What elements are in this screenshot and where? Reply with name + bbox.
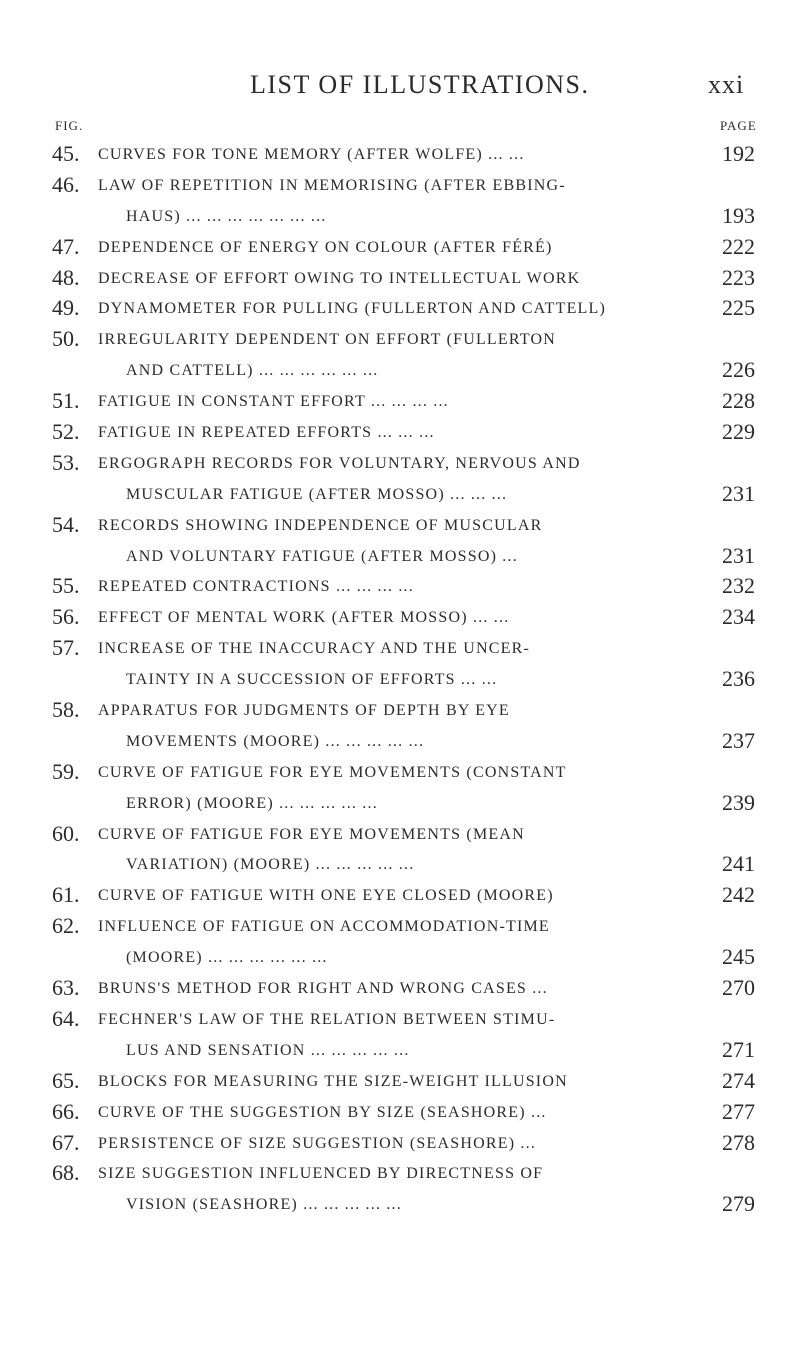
illustration-entry-line: [0, 756, 800, 787]
illustration-entry-line: [0, 1157, 800, 1188]
illustration-entry-line: [0, 818, 800, 849]
figure-page: 228: [722, 388, 755, 414]
figure-number: 46.: [52, 171, 80, 197]
figure-page: 237: [722, 727, 755, 753]
figure-title: INCREASE OF THE INACCURACY AND THE UNCER-: [98, 640, 531, 658]
fig-column-label: FIG.: [55, 118, 84, 133]
figure-number: 45.: [52, 141, 80, 166]
figure-title: HAUS) ... ... ... ... ... ... ...: [126, 207, 327, 225]
figure-title: MUSCULAR FATIGUE (AFTER MOSSO) ... ... ...: [126, 485, 508, 503]
illustration-entry-line: [0, 231, 800, 262]
figure-page: 222: [722, 233, 755, 259]
figure-title: CURVE OF THE SUGGESTION BY SIZE (SEASHORE) ...: [98, 1103, 547, 1121]
illustration-entry-line: [0, 601, 800, 632]
illustration-entry-line: [0, 509, 800, 540]
figure-page: 193: [722, 202, 755, 228]
figure-number: 54.: [52, 511, 80, 537]
figure-title: ERGOGRAPH RECORDS FOR VOLUNTARY, NERVOUS AND: [98, 454, 581, 472]
illustration-entry-line: [0, 200, 800, 231]
page-number: xxi: [708, 70, 745, 99]
figure-title: BLOCKS FOR MEASURING THE SIZE-WEIGHT ILLUSION: [98, 1072, 568, 1090]
figure-number: 53.: [52, 449, 80, 475]
figure-number: 62.: [52, 913, 80, 939]
figure-number: 50.: [52, 326, 80, 352]
figure-page: 226: [722, 357, 755, 383]
illustration-entry-line: [0, 848, 800, 879]
figure-page: 271: [722, 1036, 755, 1062]
figure-title: VARIATION) (MOORE) ... ... ... ... ...: [126, 856, 415, 874]
figure-title: DYNAMOMETER FOR PULLING (FULLERTON AND CATTELL): [98, 300, 607, 318]
figure-number: 48.: [52, 264, 80, 290]
figure-number: 61.: [52, 882, 80, 908]
figure-title: CURVES FOR TONE MEMORY (AFTER WOLFE) ... ...: [98, 146, 525, 163]
illustration-list: [0, 138, 800, 1219]
figure-title: LUS AND SENSATION ... ... ... ... ...: [126, 1041, 410, 1059]
figure-number: 59.: [52, 758, 80, 784]
figure-title: REPEATED CONTRACTIONS ... ... ... ...: [98, 578, 414, 596]
illustration-entry-line: [0, 447, 800, 478]
figure-title: LAW OF REPETITION IN MEMORISING (AFTER EBBING-: [98, 176, 566, 194]
figure-title: (MOORE) ... ... ... ... ... ...: [126, 949, 328, 967]
figure-page: 232: [722, 573, 755, 599]
illustration-entry-line: [0, 879, 800, 910]
illustration-entry-line: [0, 138, 800, 169]
figure-title: FATIGUE IN CONSTANT EFFORT ... ... ... ...: [98, 393, 449, 411]
illustration-entry-line: [0, 1188, 800, 1219]
figure-page: 225: [722, 295, 755, 321]
figure-title: CURVE OF FATIGUE WITH ONE EYE CLOSED (MOORE): [98, 887, 554, 905]
illustration-entry-line: [0, 1003, 800, 1034]
figure-page: 223: [722, 264, 755, 290]
illustration-entry-line: [0, 694, 800, 725]
figure-page: 236: [722, 666, 755, 692]
illustration-entry-line: [0, 1065, 800, 1096]
illustration-entry-line: [0, 1096, 800, 1127]
figure-title: IRREGULARITY DEPENDENT ON EFFORT (FULLERTON: [98, 331, 556, 349]
figure-page: 231: [722, 480, 755, 506]
illustration-entry-line: [0, 941, 800, 972]
illustration-entry-line: [0, 910, 800, 941]
illustration-entry-line: [0, 354, 800, 385]
figure-title: AND CATTELL) ... ... ... ... ... ...: [126, 362, 379, 380]
figure-title: RECORDS SHOWING INDEPENDENCE OF MUSCULAR: [98, 516, 543, 534]
figure-page: 239: [722, 789, 755, 815]
figure-title: FECHNER'S LAW OF THE RELATION BETWEEN STIMU-: [98, 1010, 556, 1028]
illustration-entry-line: [0, 478, 800, 509]
figure-number: 56.: [52, 604, 80, 630]
figure-number: 51.: [52, 388, 80, 414]
figure-title: DECREASE OF EFFORT OWING TO INTELLECTUAL WORK: [98, 269, 581, 287]
figure-number: 66.: [52, 1098, 80, 1124]
page-column-label: PAGE: [720, 118, 757, 133]
illustration-entry-line: [0, 385, 800, 416]
figure-number: 64.: [52, 1005, 80, 1031]
figure-title: SIZE SUGGESTION INFLUENCED BY DIRECTNESS OF: [98, 1165, 544, 1183]
figure-title: TAINTY IN A SUCCESSION OF EFFORTS ... ...: [126, 671, 498, 689]
figure-page: 192: [722, 141, 755, 166]
figure-number: 49.: [52, 295, 80, 321]
figure-page: 241: [722, 851, 755, 877]
figure-page: 279: [722, 1191, 755, 1217]
illustration-entry-line: [0, 323, 800, 354]
figure-title: MOVEMENTS (MOORE) ... ... ... ... ...: [126, 732, 425, 750]
illustration-entry-line: [0, 416, 800, 447]
figure-title: INFLUENCE OF FATIGUE ON ACCOMMODATION-TIME: [98, 918, 550, 936]
figure-title: ERROR) (MOORE) ... ... ... ... ...: [126, 794, 378, 812]
figure-number: 58.: [52, 697, 80, 723]
figure-page: 231: [722, 542, 755, 568]
figure-number: 52.: [52, 419, 80, 445]
illustration-entry-line: [0, 787, 800, 818]
figure-page: 234: [722, 604, 755, 630]
illustration-entry-line: [0, 1127, 800, 1158]
figure-number: 67.: [52, 1129, 80, 1155]
figure-title: BRUNS'S METHOD FOR RIGHT AND WRONG CASES ...: [98, 980, 548, 998]
figure-number: 68.: [52, 1160, 80, 1186]
figure-page: 277: [722, 1098, 755, 1124]
illustration-entry-line: [0, 725, 800, 756]
illustration-entry-line: [0, 1034, 800, 1065]
figure-title: AND VOLUNTARY FATIGUE (AFTER MOSSO) ...: [126, 547, 518, 565]
illustration-entry-line: [0, 262, 800, 293]
illustration-entry-line: [0, 292, 800, 323]
figure-page: 274: [722, 1067, 755, 1093]
illustration-entry-line: [0, 632, 800, 663]
figure-number: 60.: [52, 820, 80, 846]
illustration-entry-line: [0, 570, 800, 601]
figure-page: 270: [722, 975, 755, 1001]
figure-title: EFFECT OF MENTAL WORK (AFTER MOSSO) ... ...: [98, 609, 510, 627]
figure-number: 57.: [52, 635, 80, 661]
figure-page: 278: [722, 1129, 755, 1155]
figure-page: 229: [722, 419, 755, 445]
figure-page: 242: [722, 882, 755, 908]
figure-number: 65.: [52, 1067, 80, 1093]
figure-number: 47.: [52, 233, 80, 259]
figure-number: 55.: [52, 573, 80, 599]
figure-title: CURVE OF FATIGUE FOR EYE MOVEMENTS (MEAN: [98, 825, 525, 843]
figure-title: VISION (SEASHORE) ... ... ... ... ...: [126, 1196, 402, 1214]
illustration-entry-line: [0, 169, 800, 200]
illustration-entry-line: [0, 972, 800, 1003]
figure-title: FATIGUE IN REPEATED EFFORTS ... ... ...: [98, 424, 435, 442]
figure-page: 245: [722, 944, 755, 970]
figure-title: CURVE OF FATIGUE FOR EYE MOVEMENTS (CONSTANT: [98, 763, 567, 781]
figure-title: APPARATUS FOR JUDGMENTS OF DEPTH BY EYE: [98, 702, 510, 720]
figure-number: 63.: [52, 975, 80, 1001]
illustration-entry-line: [0, 540, 800, 571]
illustration-entry-line: [0, 663, 800, 694]
running-head-title: LIST OF ILLUSTRATIONS.: [250, 70, 590, 99]
figure-title: PERSISTENCE OF SIZE SUGGESTION (SEASHORE) ...: [98, 1134, 537, 1152]
figure-title: DEPENDENCE OF ENERGY ON COLOUR (AFTER FÉRÉ): [98, 238, 553, 256]
